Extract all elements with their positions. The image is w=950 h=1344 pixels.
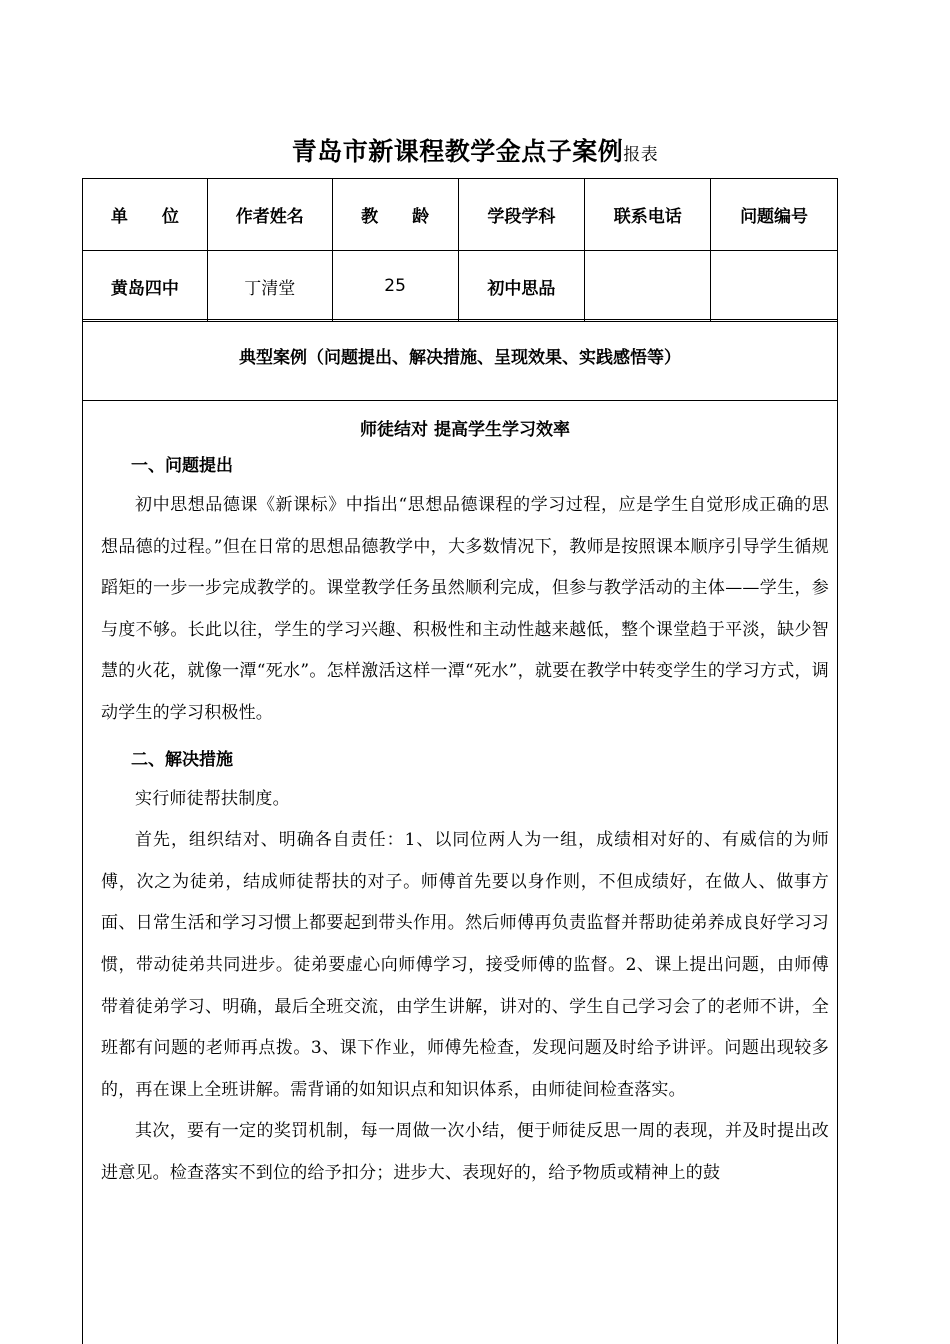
document-title-main: 青岛市新课程教学金点子案例 [291, 137, 624, 166]
value-teaching-years: 25 [332, 251, 458, 322]
paragraph-solution-first: 首先，组织结对、明确各自责任：1、以同位两人为一组，成绩相对好的、有威信的为师傅，次之为徒弟，结成师徒帮扶的对子。师傅首先要以身作则，不但成绩好，在做人、做事方面、日常生活和学习习惯上都要起到带头作用。然后师傅再负责监督并帮助徒弟养成良好学习习惯，带动徒弟共同进步。徒弟要虚心向师傅学习，接受师傅的监督。2、课上提出问题，由师傅带着徒弟学习、明确，最后全班交流，由学生讲解，讲对的、学生自己学习会了的老师不讲，全班都有问题的老师再点拨。3、课下作业，师傅先检查，发现问题及时给予讲评。问题出现较多的，再在课上全班讲解。需背诵的如知识点和知识体系，由师徒间检查落实。 [101, 830, 829, 1100]
value-stage-subject: 初中思品 [458, 251, 585, 322]
header-stage-subject: 学段学科 [458, 179, 585, 251]
header-teaching-years: 教 龄 [332, 179, 458, 251]
meta-table [82, 178, 838, 322]
value-author: 丁清堂 [207, 251, 332, 322]
value-problem-id [711, 251, 838, 322]
header-phone: 联系电话 [585, 179, 711, 251]
paragraph-solution-intro: 实行师徒帮扶制度。 [135, 788, 290, 809]
paragraph-solution-second: 其次，要有一定的奖罚机制，每一周做一次小结，便于师徒反思一周的表现，并及时提出改进意见。检查落实不到位的给予扣分；进步大、表现好的，给予物质或精神上的鼓 [101, 1121, 829, 1183]
header-author: 作者姓名 [207, 179, 332, 251]
section-heading-solution: 二、解决措施 [131, 749, 233, 770]
header-unit: 单 位 [83, 179, 208, 251]
case-title: 师徒结对 提高学生学习效率 [360, 420, 570, 440]
paragraph-problem: 初中思想品德课《新课标》中指出“思想品德课程的学习过程，应是学生自觉形成正确的思想品德的过程。”但在日常的思想品德教学中，大多数情况下，教师是按照课本顺序引导学生循规蹈矩的一步一步完成教学的。课堂教学任务虽然顺利完成，但参与教学活动的主体——学生，参与度不够。长此以往，学生的学习兴趣、积极性和主动性越来越低，整个课堂趋于平淡，缺少智慧的火花，就像一潭“死水”。怎样激活这样一潭“死水”，就要在教学中转变学生的学习方式，调动学生的学习积极性。 [101, 495, 829, 723]
section-heading-problem: 一、问题提出 [131, 456, 233, 476]
value-phone [585, 251, 711, 322]
case-section-heading: 典型案例（问题提出、解决措施、呈现效果、实践感悟等） [82, 319, 838, 401]
case-body [101, 401, 829, 1195]
meta-value-row [83, 251, 838, 322]
document-title-suffix: 报表 [623, 145, 659, 165]
header-problem-id: 问题编号 [711, 179, 838, 251]
value-unit: 黄岛四中 [83, 251, 208, 322]
meta-header-row [83, 179, 838, 251]
document-title [0, 132, 950, 168]
report-form [82, 178, 838, 1344]
